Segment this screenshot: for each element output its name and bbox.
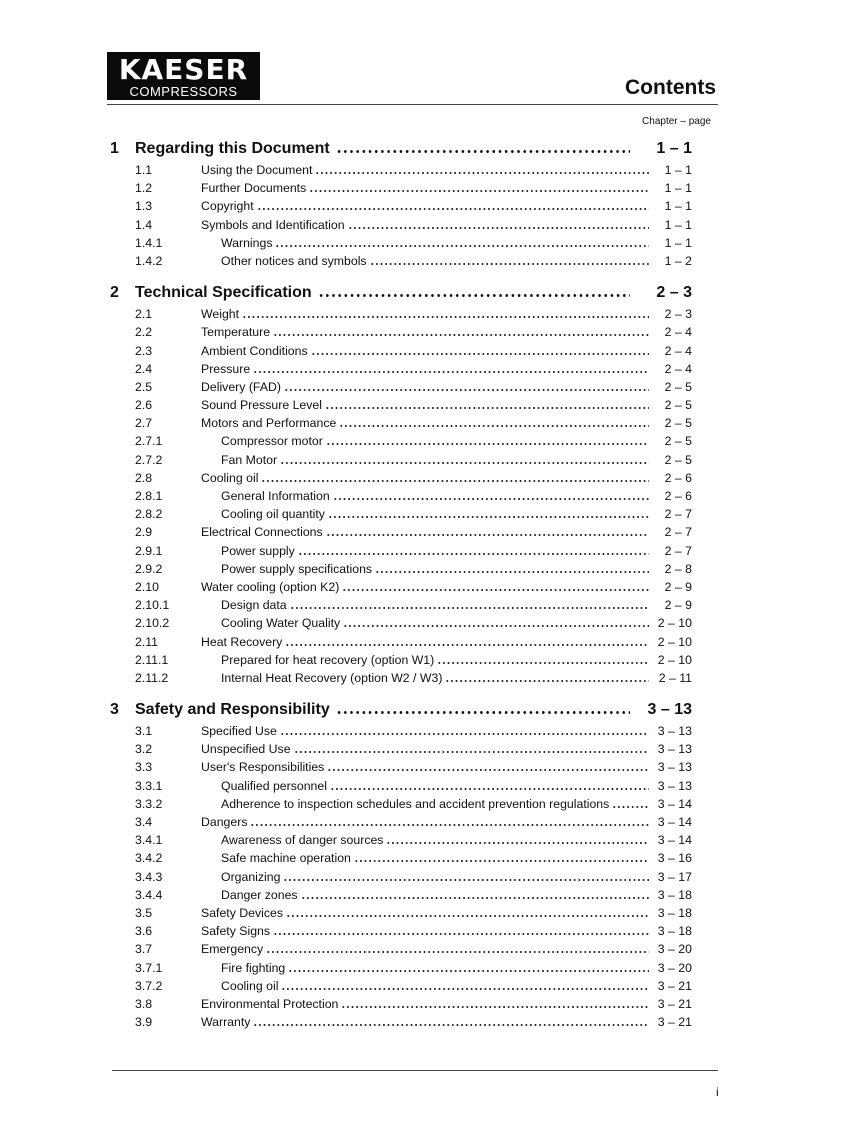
section-page: 1 – 1 bbox=[664, 163, 692, 177]
section-number: 3.7.1 bbox=[135, 960, 163, 975]
section-page: 2 – 7 bbox=[664, 525, 692, 540]
section-page: 3 – 13 bbox=[657, 742, 692, 757]
toc-entry[interactable] bbox=[0, 344, 866, 362]
toc-entry[interactable] bbox=[0, 525, 866, 543]
toc-entry[interactable] bbox=[0, 671, 866, 689]
section-page: 2 – 5 bbox=[664, 379, 692, 394]
section-number: 2.1 bbox=[135, 307, 153, 322]
section-title: Dangers bbox=[201, 815, 248, 829]
section-page: 1 – 1 bbox=[664, 199, 692, 214]
section-number: 2.7.1 bbox=[135, 434, 163, 449]
section-title: Fan Motor bbox=[221, 452, 278, 467]
footer-divider bbox=[112, 1070, 718, 1071]
section-number: 2.10.2 bbox=[135, 616, 170, 631]
dot-leader bbox=[336, 150, 630, 153]
section-page: 2 – 11 bbox=[658, 670, 692, 685]
section-page: 2 – 7 bbox=[664, 543, 692, 558]
section-title: Danger zones bbox=[221, 887, 298, 902]
section-page: 1 – 2 bbox=[664, 253, 692, 268]
section-number: 2.8 bbox=[135, 470, 153, 485]
section-page: 2 – 4 bbox=[664, 325, 692, 340]
section-number: 3.4.1 bbox=[135, 833, 163, 848]
section-title: Using the Document bbox=[201, 163, 313, 177]
toc-entry[interactable] bbox=[0, 616, 866, 634]
section-title: Motors and Performance bbox=[201, 416, 337, 431]
toc-entry[interactable] bbox=[0, 724, 866, 742]
chapter-heading[interactable] bbox=[0, 284, 866, 307]
page-number: i bbox=[716, 1085, 719, 1099]
section-number: 2.9.2 bbox=[135, 561, 163, 576]
toc-entry[interactable] bbox=[0, 362, 866, 380]
section-title: Warranty bbox=[201, 1015, 251, 1030]
dot-leader bbox=[612, 806, 649, 808]
section-number: 3.1 bbox=[135, 724, 153, 739]
section-title: Power supply bbox=[221, 543, 295, 558]
dot-leader bbox=[261, 480, 649, 482]
page-title: Contents bbox=[625, 76, 716, 99]
dot-leader bbox=[286, 915, 649, 917]
toc-entry[interactable] bbox=[0, 325, 866, 343]
chapter-heading[interactable] bbox=[0, 701, 866, 724]
section-title: Delivery (FAD) bbox=[201, 379, 281, 394]
toc-entry[interactable] bbox=[0, 218, 866, 236]
section-page: 3 – 21 bbox=[657, 996, 692, 1011]
section-page: 2 – 5 bbox=[664, 398, 692, 413]
section-page: 2 – 6 bbox=[664, 489, 692, 503]
section-number: 2.11.2 bbox=[135, 670, 169, 685]
chapter-title: Regarding this Document bbox=[135, 140, 330, 157]
section-title: Power supply specifications bbox=[221, 561, 373, 576]
section-page: 3 – 13 bbox=[657, 760, 692, 775]
section-title: Pressure bbox=[201, 361, 251, 376]
toc-entry[interactable] bbox=[0, 870, 866, 888]
section-number: 3.3.1 bbox=[135, 778, 163, 793]
dot-leader bbox=[284, 389, 649, 391]
section-title: Environmental Protection bbox=[201, 996, 339, 1011]
chapter-number: 1 bbox=[110, 140, 119, 157]
dot-leader bbox=[445, 680, 649, 682]
logo-subline: COMPRESSORS bbox=[129, 84, 238, 99]
section-page: 2 – 10 bbox=[657, 652, 692, 667]
dot-leader bbox=[253, 1024, 649, 1026]
section-page: 2 – 10 bbox=[657, 616, 692, 631]
table-of-contents bbox=[0, 140, 866, 1033]
section-number: 3.7 bbox=[135, 942, 153, 957]
section-page: 2 – 9 bbox=[664, 579, 692, 594]
dot-leader bbox=[354, 860, 649, 862]
dot-leader bbox=[326, 534, 649, 536]
toc-entry[interactable] bbox=[0, 254, 866, 272]
toc-entry[interactable] bbox=[0, 181, 866, 199]
section-number: 3.9 bbox=[135, 1015, 153, 1030]
toc-entry[interactable] bbox=[0, 580, 866, 598]
toc-entry[interactable] bbox=[0, 236, 866, 254]
section-page: 2 – 7 bbox=[664, 507, 692, 522]
section-number: 1.2 bbox=[135, 181, 153, 196]
section-title: Temperature bbox=[201, 325, 271, 340]
toc-entry[interactable] bbox=[0, 961, 866, 979]
section-page: 2 – 5 bbox=[664, 434, 692, 449]
section-title: Symbols and Identification bbox=[201, 217, 345, 232]
toc-entry[interactable] bbox=[0, 453, 866, 471]
section-title: Cooling Water Quality bbox=[221, 616, 341, 631]
section-number: 2.10 bbox=[135, 579, 159, 594]
chapter-number: 2 bbox=[110, 284, 119, 302]
section-number: 2.11.1 bbox=[135, 652, 169, 667]
dot-leader bbox=[273, 334, 649, 336]
section-title: Safety Signs bbox=[201, 924, 271, 939]
dot-leader bbox=[311, 353, 649, 355]
section-title: Electrical Connections bbox=[201, 525, 323, 540]
dot-leader bbox=[330, 788, 649, 790]
toc-entry[interactable] bbox=[0, 997, 866, 1015]
section-number: 2.5 bbox=[135, 379, 153, 394]
section-title: Adherence to inspection schedules and accident prevention regulations bbox=[221, 796, 610, 811]
toc-entry[interactable] bbox=[0, 562, 866, 580]
section-number: 2.6 bbox=[135, 398, 153, 413]
chapter-title: Technical Specification bbox=[135, 284, 312, 302]
section-title: Heat Recovery bbox=[201, 634, 283, 649]
section-number: 2.8.2 bbox=[135, 507, 163, 522]
section-title: General Information bbox=[221, 489, 330, 503]
dot-leader bbox=[343, 625, 649, 627]
toc-entry[interactable] bbox=[0, 489, 866, 507]
toc-entry[interactable] bbox=[0, 380, 866, 398]
toc-entry[interactable] bbox=[0, 906, 866, 924]
toc-entry[interactable] bbox=[0, 163, 866, 181]
section-number: 1.4.1 bbox=[135, 235, 163, 250]
toc-entry[interactable] bbox=[0, 1015, 866, 1033]
section-title: Sound Pressure Level bbox=[201, 398, 322, 413]
toc-entry[interactable] bbox=[0, 434, 866, 452]
section-page: 3 – 14 bbox=[657, 796, 692, 811]
dot-leader bbox=[326, 443, 649, 445]
toc-entry[interactable] bbox=[0, 833, 866, 851]
dot-leader bbox=[275, 245, 649, 247]
section-number: 2.9.1 bbox=[135, 543, 163, 558]
dot-leader bbox=[290, 607, 649, 609]
section-title: Awareness of danger sources bbox=[221, 833, 384, 848]
section-page: 2 – 8 bbox=[664, 561, 692, 576]
toc-entry[interactable] bbox=[0, 398, 866, 416]
toc-entry[interactable] bbox=[0, 199, 866, 217]
section-number: 3.8 bbox=[135, 996, 153, 1011]
section-title: Organizing bbox=[221, 869, 281, 884]
section-title: Safety Devices bbox=[201, 905, 284, 920]
dot-leader bbox=[309, 190, 649, 192]
logo-wordmark: KAESER bbox=[118, 53, 249, 86]
section-number: 3.4.3 bbox=[135, 869, 163, 884]
section-title: Specified Use bbox=[201, 724, 277, 739]
dot-leader bbox=[333, 498, 649, 500]
dot-leader bbox=[325, 407, 649, 409]
toc-entry[interactable] bbox=[0, 851, 866, 869]
section-page: 1 – 1 bbox=[664, 235, 692, 250]
toc-entry[interactable] bbox=[0, 979, 866, 997]
toc-entry[interactable] bbox=[0, 635, 866, 653]
dot-leader bbox=[328, 516, 649, 518]
dot-leader bbox=[339, 425, 649, 427]
dot-leader bbox=[318, 294, 630, 297]
section-number: 2.7 bbox=[135, 416, 153, 431]
chapter-title: Safety and Responsibility bbox=[135, 701, 330, 719]
dot-leader bbox=[370, 263, 649, 265]
dot-leader bbox=[288, 970, 649, 972]
section-number: 2.11 bbox=[135, 634, 159, 649]
section-title: Cooling oil bbox=[201, 470, 259, 485]
dot-leader bbox=[315, 172, 649, 174]
section-title: Weight bbox=[201, 307, 240, 322]
section-title: Safe machine operation bbox=[221, 851, 351, 866]
section-page: 2 – 4 bbox=[664, 361, 692, 376]
dot-leader bbox=[336, 711, 630, 714]
section-number: 2.10.1 bbox=[135, 598, 170, 613]
section-page: 2 – 4 bbox=[664, 343, 692, 358]
dot-leader bbox=[280, 733, 649, 735]
dot-leader bbox=[294, 751, 649, 753]
dot-leader bbox=[386, 842, 649, 844]
dot-leader bbox=[348, 227, 649, 229]
chapter-page: 2 – 3 bbox=[656, 284, 692, 302]
section-number: 3.2 bbox=[135, 742, 153, 757]
section-title: Warnings bbox=[221, 235, 273, 250]
section-title: Other notices and symbols bbox=[221, 253, 367, 268]
section-page: 2 – 6 bbox=[664, 470, 692, 485]
dot-leader bbox=[301, 897, 649, 899]
dot-leader bbox=[257, 208, 649, 210]
section-page: 3 – 20 bbox=[657, 942, 692, 957]
section-page: 3 – 16 bbox=[657, 851, 692, 866]
section-title: Internal Heat Recovery (option W2 / W3) bbox=[221, 670, 443, 685]
section-page: 3 – 13 bbox=[657, 778, 692, 793]
section-title: Emergency bbox=[201, 942, 264, 957]
toc-entry[interactable] bbox=[0, 942, 866, 960]
section-page: 3 – 17 bbox=[657, 869, 692, 884]
kaeser-logo bbox=[107, 52, 260, 100]
section-page: 2 – 10 bbox=[657, 634, 692, 649]
section-number: 3.4 bbox=[135, 815, 153, 829]
dot-leader bbox=[285, 644, 649, 646]
chapter-heading[interactable] bbox=[0, 140, 866, 163]
section-title: User's Responsibilities bbox=[201, 760, 325, 775]
section-number: 3.3.2 bbox=[135, 796, 163, 811]
dot-leader bbox=[253, 371, 649, 373]
toc-entry[interactable] bbox=[0, 779, 866, 797]
chapter-page: 1 – 1 bbox=[656, 140, 692, 157]
toc-entry[interactable] bbox=[0, 598, 866, 616]
chapter-page: 3 – 13 bbox=[647, 701, 692, 719]
section-title: Prepared for heat recovery (option W1) bbox=[221, 652, 435, 667]
section-title: Cooling oil quantity bbox=[221, 507, 325, 522]
dot-leader bbox=[375, 571, 649, 573]
toc-entry[interactable] bbox=[0, 307, 866, 325]
header-divider bbox=[107, 104, 718, 105]
dot-leader bbox=[273, 933, 649, 935]
section-page: 2 – 3 bbox=[664, 307, 692, 322]
section-page: 2 – 9 bbox=[664, 598, 692, 613]
section-number: 2.9 bbox=[135, 525, 153, 540]
section-number: 3.6 bbox=[135, 924, 153, 939]
section-title: Qualified personnel bbox=[221, 778, 327, 793]
toc-entry[interactable] bbox=[0, 544, 866, 562]
dot-leader bbox=[298, 553, 649, 555]
dot-leader bbox=[283, 879, 649, 881]
section-page: 2 – 5 bbox=[664, 452, 692, 467]
section-page: 2 – 5 bbox=[664, 416, 692, 431]
column-label: Chapter – page bbox=[642, 116, 711, 127]
section-title: Further Documents bbox=[201, 181, 307, 196]
dot-leader bbox=[341, 1006, 649, 1008]
section-page: 3 – 18 bbox=[657, 887, 692, 902]
toc-entry[interactable] bbox=[0, 815, 866, 833]
section-number: 2.2 bbox=[135, 325, 153, 340]
section-page: 3 – 21 bbox=[657, 1015, 692, 1030]
section-number: 2.3 bbox=[135, 343, 153, 358]
toc-entry[interactable] bbox=[0, 888, 866, 906]
dot-leader bbox=[280, 462, 649, 464]
toc-entry[interactable] bbox=[0, 416, 866, 434]
toc-entry[interactable] bbox=[0, 797, 866, 815]
section-title: Compressor motor bbox=[221, 434, 323, 449]
section-page: 3 – 21 bbox=[657, 978, 692, 993]
section-page: 3 – 18 bbox=[657, 924, 692, 939]
section-title: Fire fighting bbox=[221, 960, 286, 975]
toc-entry[interactable] bbox=[0, 471, 866, 489]
section-number: 3.5 bbox=[135, 905, 153, 920]
section-title: Ambient Conditions bbox=[201, 343, 308, 358]
section-page: 3 – 14 bbox=[657, 833, 692, 848]
section-number: 2.7.2 bbox=[135, 452, 163, 467]
dot-leader bbox=[250, 824, 649, 826]
dot-leader bbox=[266, 951, 649, 953]
dot-leader bbox=[342, 589, 649, 591]
section-number: 2.4 bbox=[135, 361, 153, 376]
section-page: 3 – 13 bbox=[657, 724, 692, 739]
section-number: 3.7.2 bbox=[135, 978, 163, 993]
section-number: 1.1 bbox=[135, 163, 153, 177]
dot-leader bbox=[242, 316, 649, 318]
section-page: 1 – 1 bbox=[664, 217, 692, 232]
section-page: 3 – 18 bbox=[657, 905, 692, 920]
toc-entry[interactable] bbox=[0, 924, 866, 942]
toc-entry[interactable] bbox=[0, 742, 866, 760]
section-number: 3.4.4 bbox=[135, 887, 163, 902]
section-title: Unspecified Use bbox=[201, 742, 291, 757]
section-title: Copyright bbox=[201, 199, 254, 214]
section-title: Design data bbox=[221, 598, 287, 613]
section-number: 2.8.1 bbox=[135, 489, 163, 503]
section-page: 1 – 1 bbox=[664, 181, 692, 196]
section-number: 3.4.2 bbox=[135, 851, 163, 866]
dot-leader bbox=[327, 769, 649, 771]
chapter-number: 3 bbox=[110, 701, 119, 719]
dot-leader bbox=[281, 988, 649, 990]
section-page: 3 – 14 bbox=[657, 815, 692, 829]
toc-entry[interactable] bbox=[0, 760, 866, 778]
section-title: Cooling oil bbox=[221, 978, 279, 993]
toc-entry[interactable] bbox=[0, 653, 866, 671]
section-number: 1.4 bbox=[135, 217, 153, 232]
toc-entry[interactable] bbox=[0, 507, 866, 525]
section-page: 3 – 20 bbox=[657, 960, 692, 975]
section-number: 3.3 bbox=[135, 760, 153, 775]
dot-leader bbox=[437, 662, 649, 664]
section-number: 1.3 bbox=[135, 199, 153, 214]
section-number: 1.4.2 bbox=[135, 253, 163, 268]
section-title: Water cooling (option K2) bbox=[201, 579, 340, 594]
